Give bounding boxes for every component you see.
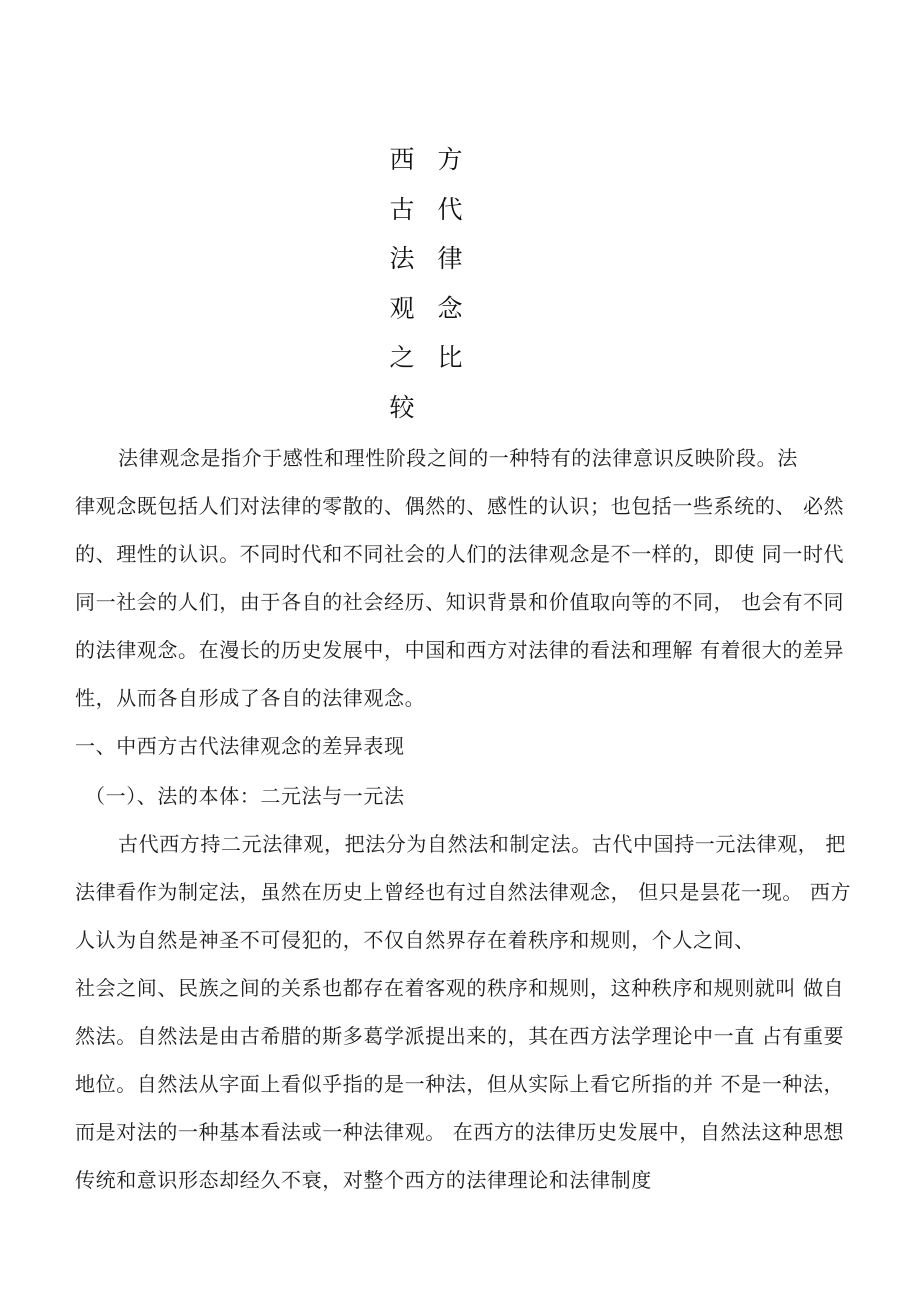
section-heading: 一、中西方古代法律观念的差异表现 [75, 734, 405, 758]
title-char: 古 [389, 194, 415, 224]
title-char: 比 [437, 343, 463, 372]
title-char: 西 [389, 145, 415, 174]
body-paragraph-line: 社会之间、民族之间的关系也都存在着客观的秩序和规则，这种秩序和规则就叫 做自 [75, 976, 845, 1000]
title-char: 方 [437, 145, 463, 174]
title-char: 代 [437, 194, 463, 224]
intro-paragraph-line: 的法律观念。在漫长的历史发展中，中国和西方对法律的看法和理解 有着很大的差异 [75, 638, 845, 662]
body-paragraph-line: 传统和意识形态却经久不衰，对整个西方的法律理论和法律制度 [75, 1168, 652, 1192]
subsection-heading: （一）、法的本体：二元法与一元法 [85, 784, 405, 808]
document-title [380, 144, 472, 441]
body-paragraph-line: 人认为自然是神圣不可侵犯的，不仅自然界存在着秩序和规则，个人之间、 [75, 928, 755, 952]
title-char: 之 [389, 343, 415, 372]
body-paragraph-line: 地位。自然法从字面上看似乎指的是一种法，但从实际上看它所指的并 不是一种法， [75, 1072, 845, 1096]
intro-paragraph-line: 性，从而各自形成了各自的法律观念。 [75, 686, 426, 710]
title-char: 念 [437, 293, 463, 323]
title-char: 较 [389, 392, 415, 422]
body-paragraph-line: 而是对法的一种基本看法或一种法律观。 在西方的法律历史发展中，自然法这种思想 [75, 1120, 845, 1144]
intro-paragraph-line: 的、理性的认识。不同时代和不同社会的人们的法律观念是不一样的，即使 同一时代 [75, 542, 845, 566]
intro-paragraph-line: 同一社会的人们，由于各自的社会经历、知识背景和价值取向等的不同， 也会有不同 [75, 590, 845, 614]
intro-paragraph-line: 法律观念是指介于感性和理性阶段之间的一种特有的法律意识反映阶段。法 [118, 446, 798, 470]
title-char: 律 [437, 244, 463, 273]
title-char: 观 [389, 293, 415, 323]
body-paragraph-line: 法律看作为制定法，虽然在历史上曾经也有过自然法律观念， 但只是昙花一现。 西方 [75, 880, 852, 904]
title-char: 法 [389, 244, 415, 273]
intro-paragraph-line: 律观念既包括人们对法律的零散的、偶然的、感性的认识；也包括一些系统的、 必然 [75, 494, 845, 518]
body-paragraph-line: 然法。自然法是由古希腊的斯多葛学派提出来的，其在西方法学理论中一直 占有重要 [75, 1024, 845, 1048]
body-paragraph-line: 古代西方持二元法律观，把法分为自然法和制定法。古代中国持一元法律观， 把 [118, 832, 846, 856]
